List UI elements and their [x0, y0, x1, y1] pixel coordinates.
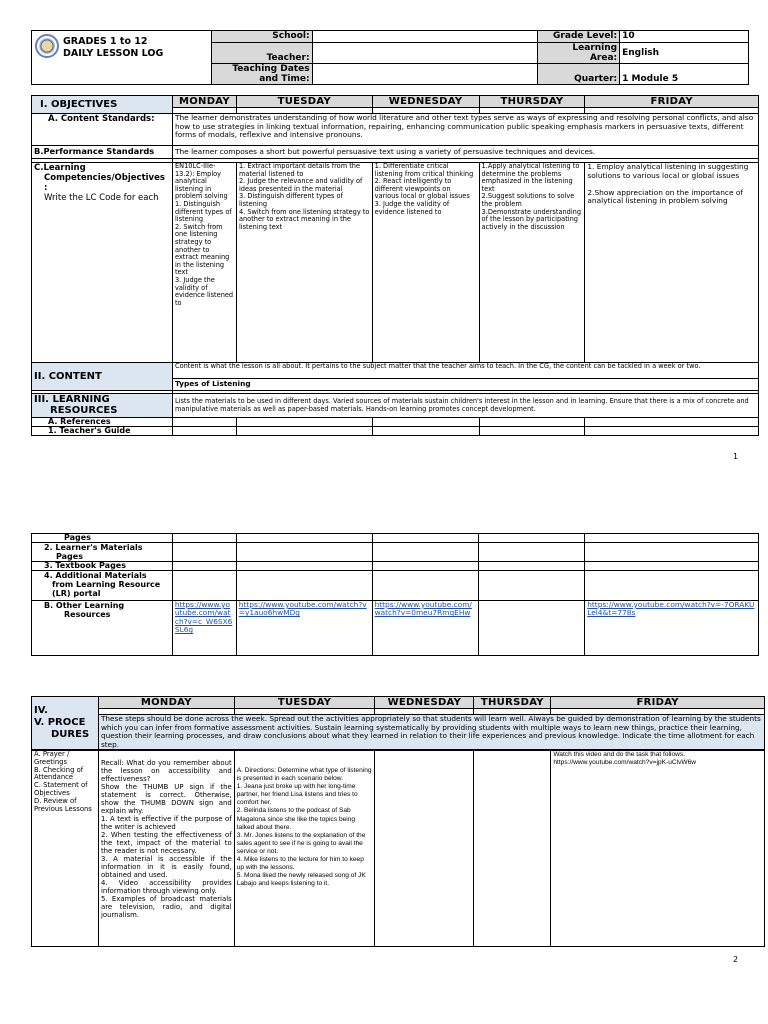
learners-materials-label-1: 2. Learner's Materials	[44, 543, 143, 552]
page-number-1: 1	[733, 452, 739, 461]
other-resources-label-1: B. Other Learning	[44, 601, 125, 610]
objectives-thursday: 1.Apply analytical listening to determine the problems emphasized in the listening text 2.Suggest solutions to solve the problem 3.Demonstrate understanding of the lesson by participating actively in the discussion	[479, 163, 585, 363]
content-heading: II. CONTENT	[32, 363, 173, 391]
header-title-line2: DAILY LESSON LOG	[63, 48, 164, 59]
competencies-label	[32, 163, 173, 363]
deped-seal-icon	[35, 34, 59, 58]
proc-day-monday: MONDAY	[98, 697, 234, 709]
objectives-tuesday: 1. Extract important details from the material listened to 2. Judge the relevance and validity of ideas presented in the material 3. Distinguish different types of listening 4. Switch from one listening strategy to another to extract meaning in the listening text	[236, 163, 372, 363]
procedures-heading-1: IV.	[34, 705, 48, 716]
competencies-label-1: C.Learning	[34, 163, 86, 173]
content-standards-text: The learner demonstrates understanding of how world literature and other text types serve as ways of expressing and resolving personal conflicts, and also how to use strategies in linking textual information, repairing, enhancing communication public speaking emphasis markers in persuasive texts, different forms of modals, reflexive and intensive pronouns.	[172, 114, 758, 146]
learning-resources-description: Lists the materials to be used in different days. Varied sources of materials sustain children's interest in the lesson and in learning. Ensure that there is a mix of concrete and manipulative materials as well as paper-based materials. Hands-on learning promotes concept development.	[172, 394, 758, 418]
procedures-heading-2: V. PROCE	[34, 717, 86, 728]
header-table	[31, 30, 749, 85]
dates-label	[211, 64, 312, 85]
header-logo-cell	[32, 31, 212, 85]
dates-label-1: Teaching Dates	[232, 64, 310, 74]
learners-materials-label-2: Pages	[56, 552, 83, 561]
grade-level-label: Grade Level:	[538, 31, 620, 43]
performance-standards-label: B.Performance Standards	[32, 146, 173, 159]
resource-link-friday[interactable]: https://www.youtube.com/watch?v=-7ORAKULel4&t=778s	[585, 601, 759, 656]
grade-level-value[interactable]: 10	[620, 31, 749, 43]
school-value[interactable]	[312, 31, 538, 43]
resource-link-tuesday[interactable]: https://www.youtube.com/watch?v=y1auo6hwMDg	[236, 601, 372, 656]
content-description: Content is what the lesson is all about. It pertains to the subject matter that the teacher aims to teach. In the CG, the content can be tackled in a week or two.	[172, 363, 758, 379]
additional-materials-label-1: 4. Additional Materials	[44, 571, 147, 580]
textbook-pages-label: 3. Textbook Pages	[32, 562, 173, 571]
procedure-friday: Watch this video and do the task that follows. https://www.youtube.com/watch?v=jpK-uClvW6w	[551, 751, 765, 947]
teacher-label: Teacher:	[211, 43, 312, 64]
proc-day-tuesday: TUESDAY	[234, 697, 375, 709]
teacher-value[interactable]	[312, 43, 538, 64]
day-tuesday: TUESDAY	[236, 96, 372, 108]
lesson-log-table-page1	[31, 95, 759, 436]
procedure-step-label: A. Prayer / Greetings B. Checking of Attendance C. Statement of Objectives D. Review of Previous Lessons	[32, 751, 99, 947]
proc-day-thursday: THURSDAY	[474, 697, 551, 709]
competencies-label-4: Write the LC Code for each	[44, 193, 159, 203]
day-wednesday: WEDNESDAY	[372, 96, 479, 108]
procedures-description: These steps should be done across the week. Spread out the activities appropriately so that students will learn well. Always be guided by demonstration of learning by the students which you can infer from formative assessment activities. Sustain learning systematically by providing students with multiple ways to learn new things, practice their learning, question their learning processes, and draw conclusions about what they learned in relation to their life experiences and previous knowledge. Indicate the time allotment for each step.	[98, 715, 764, 750]
additional-materials-label-3: (LR) portal	[52, 589, 101, 598]
header-title-line1: GRADES 1 to 12	[63, 36, 148, 47]
day-monday: MONDAY	[172, 96, 236, 108]
page-number-2: 2	[733, 955, 739, 964]
objectives-monday: EN10LC-IIIe-13.2): Employ analytical listening in problem solving 1. Distinguish different types of listening 2. Switch from one listening strategy to another to extract meaning in the listening text 3. Judge the validity of evidence listened to	[172, 163, 236, 363]
learning-resources-heading	[32, 394, 173, 418]
learning-area-label-2: Area:	[589, 53, 618, 63]
day-friday: FRIDAY	[585, 96, 759, 108]
competencies-label-2: Competencies/Objectives	[44, 173, 165, 183]
resource-link-wednesday[interactable]: https://www.youtube.com/watch?v=0meu7RmqEHw	[372, 601, 479, 656]
content-standards-label: A. Content Standards:	[32, 114, 173, 146]
proc-day-wednesday: WEDNESDAY	[375, 697, 474, 709]
procedure-wednesday	[375, 751, 474, 947]
procedures-heading-3: DURES	[51, 729, 90, 740]
dates-label-2: and Time:	[259, 74, 310, 84]
resource-link-monday[interactable]: https://www.youtube.com/watch?v=c_W6SX6SL6g	[172, 601, 236, 656]
teachers-guide-label: 1. Teacher's Guide	[32, 427, 173, 436]
references-label: A. References	[32, 418, 173, 427]
additional-materials-label	[32, 571, 173, 601]
content-topic: Types of Listening	[172, 379, 758, 391]
learning-resources-heading-2: RESOURCES	[50, 405, 118, 416]
day-thursday: THURSDAY	[479, 96, 585, 108]
objectives-wednesday: 1. Differentiate critical listening from critical thinking 2. React intelligently to different viewpoints on various local or global issues 3. Judge the validity of evidence listened to	[372, 163, 479, 363]
procedures-heading	[32, 697, 99, 750]
learners-materials-label	[32, 543, 173, 562]
objectives-friday: 1. Employ analytical listening in suggesting solutions to various local or global issues 2.Show appreciation on the importance of analytical listening in problem solving	[585, 163, 759, 363]
competencies-label-3: :	[44, 183, 48, 193]
objectives-heading: I. OBJECTIVES	[32, 96, 173, 114]
resources-table-continued	[31, 533, 759, 656]
quarter-label: Quarter:	[538, 64, 620, 85]
quarter-value[interactable]: 1 Module 5	[620, 64, 749, 85]
school-label: School:	[211, 31, 312, 43]
teachers-guide-pages-label: Pages	[32, 534, 173, 543]
other-resources-label-2: Resources	[64, 610, 111, 619]
procedure-monday: Recall: What do you remember about the lesson on accessibility and effectiveness? Show the THUMB UP sign if the statement is correct. Otherwise, show the THUMB DOWN sign and explain why. 1. A text is effective if the purpose of the writer is achieved 2. When testing the effectiveness of the text, impact of the material to the reader is not necessary. 3. A material is accessible if the information in it is easily found, obtained and used. 4. Video accessibility provides information through viewing only. 5. Examples of broadcast materials are television, radio, and digital journalism.	[98, 751, 234, 947]
procedure-tuesday: A. Directions: Determine what type of listening is presented in each scenario below. 1. Jeana just broke up with her long-time partner, her friend Lisa listens and tries to comfort her. 2. Belinda listens to the podcast of Sab Magalona since she like the topics being talked about there. 3. Mr. Jones listens to the explanation of the sales agent to see if he is going to avail the service or not. 4. Mike listens to the lecture for him to keep up with the lessons. 5. Mona liked the newly released song of JK Labajo and keeps listening to it.	[234, 751, 375, 947]
procedures-table	[31, 696, 765, 947]
learning-area-label-1: Learning	[572, 43, 618, 53]
learning-resources-heading-1: III. LEARNING	[34, 394, 110, 405]
learning-area-label	[538, 43, 620, 64]
learning-area-value[interactable]: English	[620, 43, 749, 64]
procedure-thursday	[474, 751, 551, 947]
additional-materials-label-2: from Learning Resource	[52, 580, 161, 589]
proc-day-friday: FRIDAY	[551, 697, 765, 709]
dates-value[interactable]	[312, 64, 538, 85]
other-resources-label	[32, 601, 173, 656]
performance-standards-text: The learner composes a short but powerful persuasive text using a variety of persuasive techniques and devices.	[172, 146, 758, 159]
